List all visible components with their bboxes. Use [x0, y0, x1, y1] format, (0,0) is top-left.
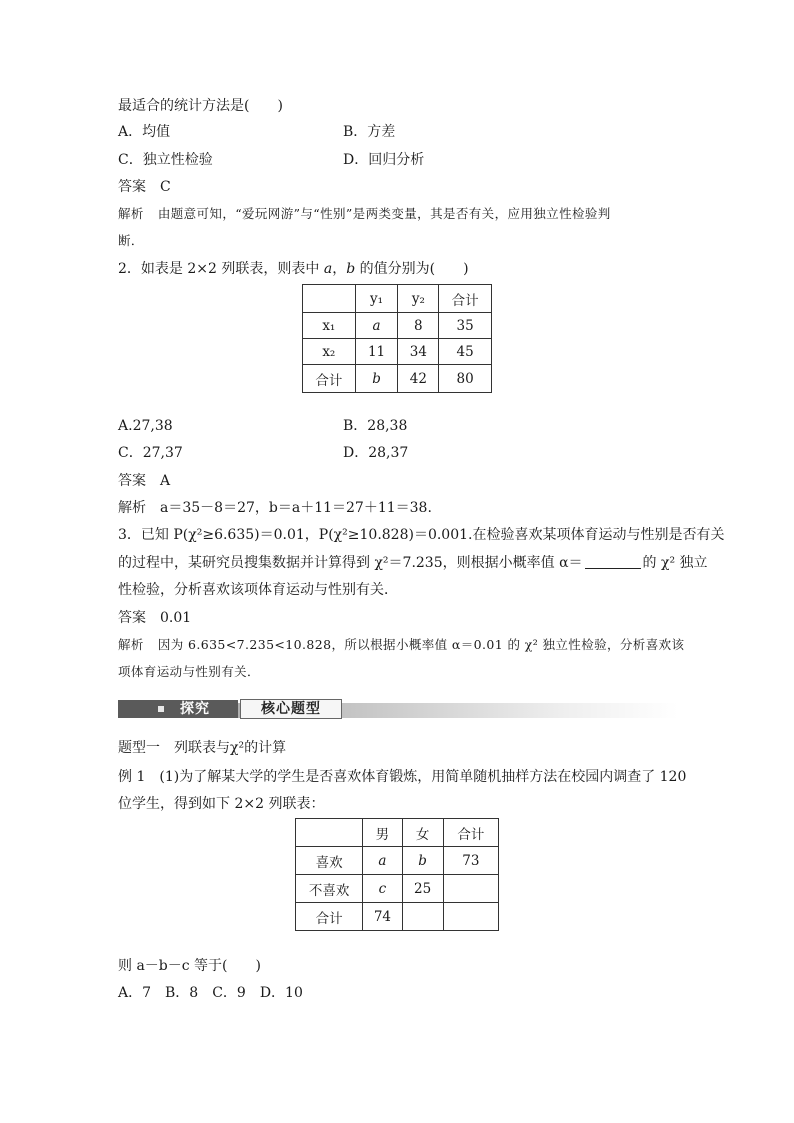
example1-line1: 例 1 (1)为了解某大学的学生是否喜欢体育锻炼，用简单随机抽样方法在校园内调查了 120 — [118, 769, 687, 785]
table-cell: y₂ — [398, 285, 439, 313]
table-cell: 8 — [398, 313, 439, 339]
table-cell: 74 — [363, 903, 402, 931]
q3-answer: 答案 0.01 — [118, 610, 192, 626]
table-row — [303, 339, 492, 365]
table-cell: x₂ — [303, 339, 356, 365]
example1-options: A．7 B．8 C．9 D．10 — [118, 985, 303, 1001]
table-cell: 合计 — [439, 285, 492, 313]
banner-subtitle-box — [240, 699, 342, 719]
table-cell: x₁ — [303, 313, 356, 339]
q2-contingency-table — [302, 284, 492, 393]
table-cell: 男 — [363, 819, 402, 847]
table-cell: a — [355, 313, 398, 339]
q1-analysis: 解析 由题意可知，“爱玩网游”与“性别”是两类变量，其是否有关，应用独立性检验判 — [118, 206, 611, 221]
example1-line2: 位学生，得到如下 2×2 列联表： — [118, 796, 325, 812]
table-header-row — [303, 285, 492, 313]
q3-analysis: 解析 因为 6.635<7.235<10.828，所以根据小概率值 α＝0.01 的 χ² 独立性检验，分析喜欢该 — [118, 637, 685, 652]
table-header-row — [296, 819, 499, 847]
q2-answer: 答案 A — [118, 473, 171, 489]
q2-option-a: A.27,38 — [118, 418, 173, 434]
table-cell: 合计 — [303, 365, 356, 393]
q2-option-d: D．28,37 — [343, 445, 409, 461]
q1-analysis-cont: 断． — [118, 233, 144, 248]
table-row — [296, 903, 499, 931]
table-cell: 11 — [355, 339, 398, 365]
topic-heading: 题型一 列联表与χ²的计算 — [118, 740, 287, 756]
table-cell: y₁ — [355, 285, 398, 313]
table-row — [303, 365, 492, 393]
table-cell — [402, 903, 443, 931]
q1-option-c: C．独立性检验 — [118, 152, 213, 168]
table-cell: c — [363, 875, 402, 903]
q1-stem-tail: 最适合的统计方法是( ) — [118, 98, 283, 114]
table-cell: 80 — [439, 365, 492, 393]
table-cell: 合计 — [296, 903, 363, 931]
table-cell — [303, 285, 356, 313]
q2-stem: 2．如表是 2×2 列联表，则表中 a，b 的值分别为( ) — [118, 261, 469, 277]
table-cell: 25 — [402, 875, 443, 903]
table-cell: 45 — [439, 339, 492, 365]
table-cell: 34 — [398, 339, 439, 365]
table-cell: 不喜欢 — [296, 875, 363, 903]
table-row — [303, 313, 492, 339]
table-cell — [443, 903, 498, 931]
q1-option-b: B．方差 — [343, 124, 396, 140]
table-row — [296, 847, 499, 875]
table-cell: 73 — [443, 847, 498, 875]
q2-option-b: B．28,38 — [343, 418, 408, 434]
q3-stem-line2: 的过程中，某研究员搜集数据并计算得到 χ²＝7.235，则根据小概率值 α＝ 的 χ² 独立 — [118, 555, 708, 571]
table-row — [296, 875, 499, 903]
table-cell: 35 — [439, 313, 492, 339]
q3-analysis-cont: 项体育运动与性别有关． — [118, 664, 260, 679]
banner-dark-tab — [118, 700, 238, 718]
banner-title-explore: 探究 — [180, 701, 210, 717]
square-bullet-icon — [158, 706, 164, 712]
q1-answer: 答案 C — [118, 179, 171, 195]
table-cell: 42 — [398, 365, 439, 393]
table-cell — [443, 875, 498, 903]
q3-stem-line3: 性检验，分析喜欢该项体育运动与性别有关． — [118, 582, 398, 598]
q1-option-a: A．均值 — [118, 124, 171, 140]
answer-blank[interactable] — [585, 554, 641, 569]
banner-subtitle: 核心题型 — [261, 701, 321, 717]
table-cell: a — [363, 847, 402, 875]
example1-contingency-table — [295, 818, 499, 931]
table-cell — [296, 819, 363, 847]
q2-analysis: 解析 a＝35－8＝27，b＝a＋11＝27＋11＝38. — [118, 500, 432, 516]
section-banner — [118, 698, 678, 720]
table-cell: 女 — [402, 819, 443, 847]
table-cell: b — [355, 365, 398, 393]
q3-stem-line1: 3．已知 P(χ²≥6.635)＝0.01，P(χ²≥10.828)＝0.001.在检验喜欢某项体育运动与性别是否有关 — [118, 527, 725, 543]
table-cell: 喜欢 — [296, 847, 363, 875]
example1-question: 则 a－b－c 等于( ) — [118, 958, 261, 974]
table-cell: 合计 — [443, 819, 498, 847]
q2-option-c: C．27,37 — [118, 445, 183, 461]
table-cell: b — [402, 847, 443, 875]
q1-option-d: D．回归分析 — [343, 152, 425, 168]
